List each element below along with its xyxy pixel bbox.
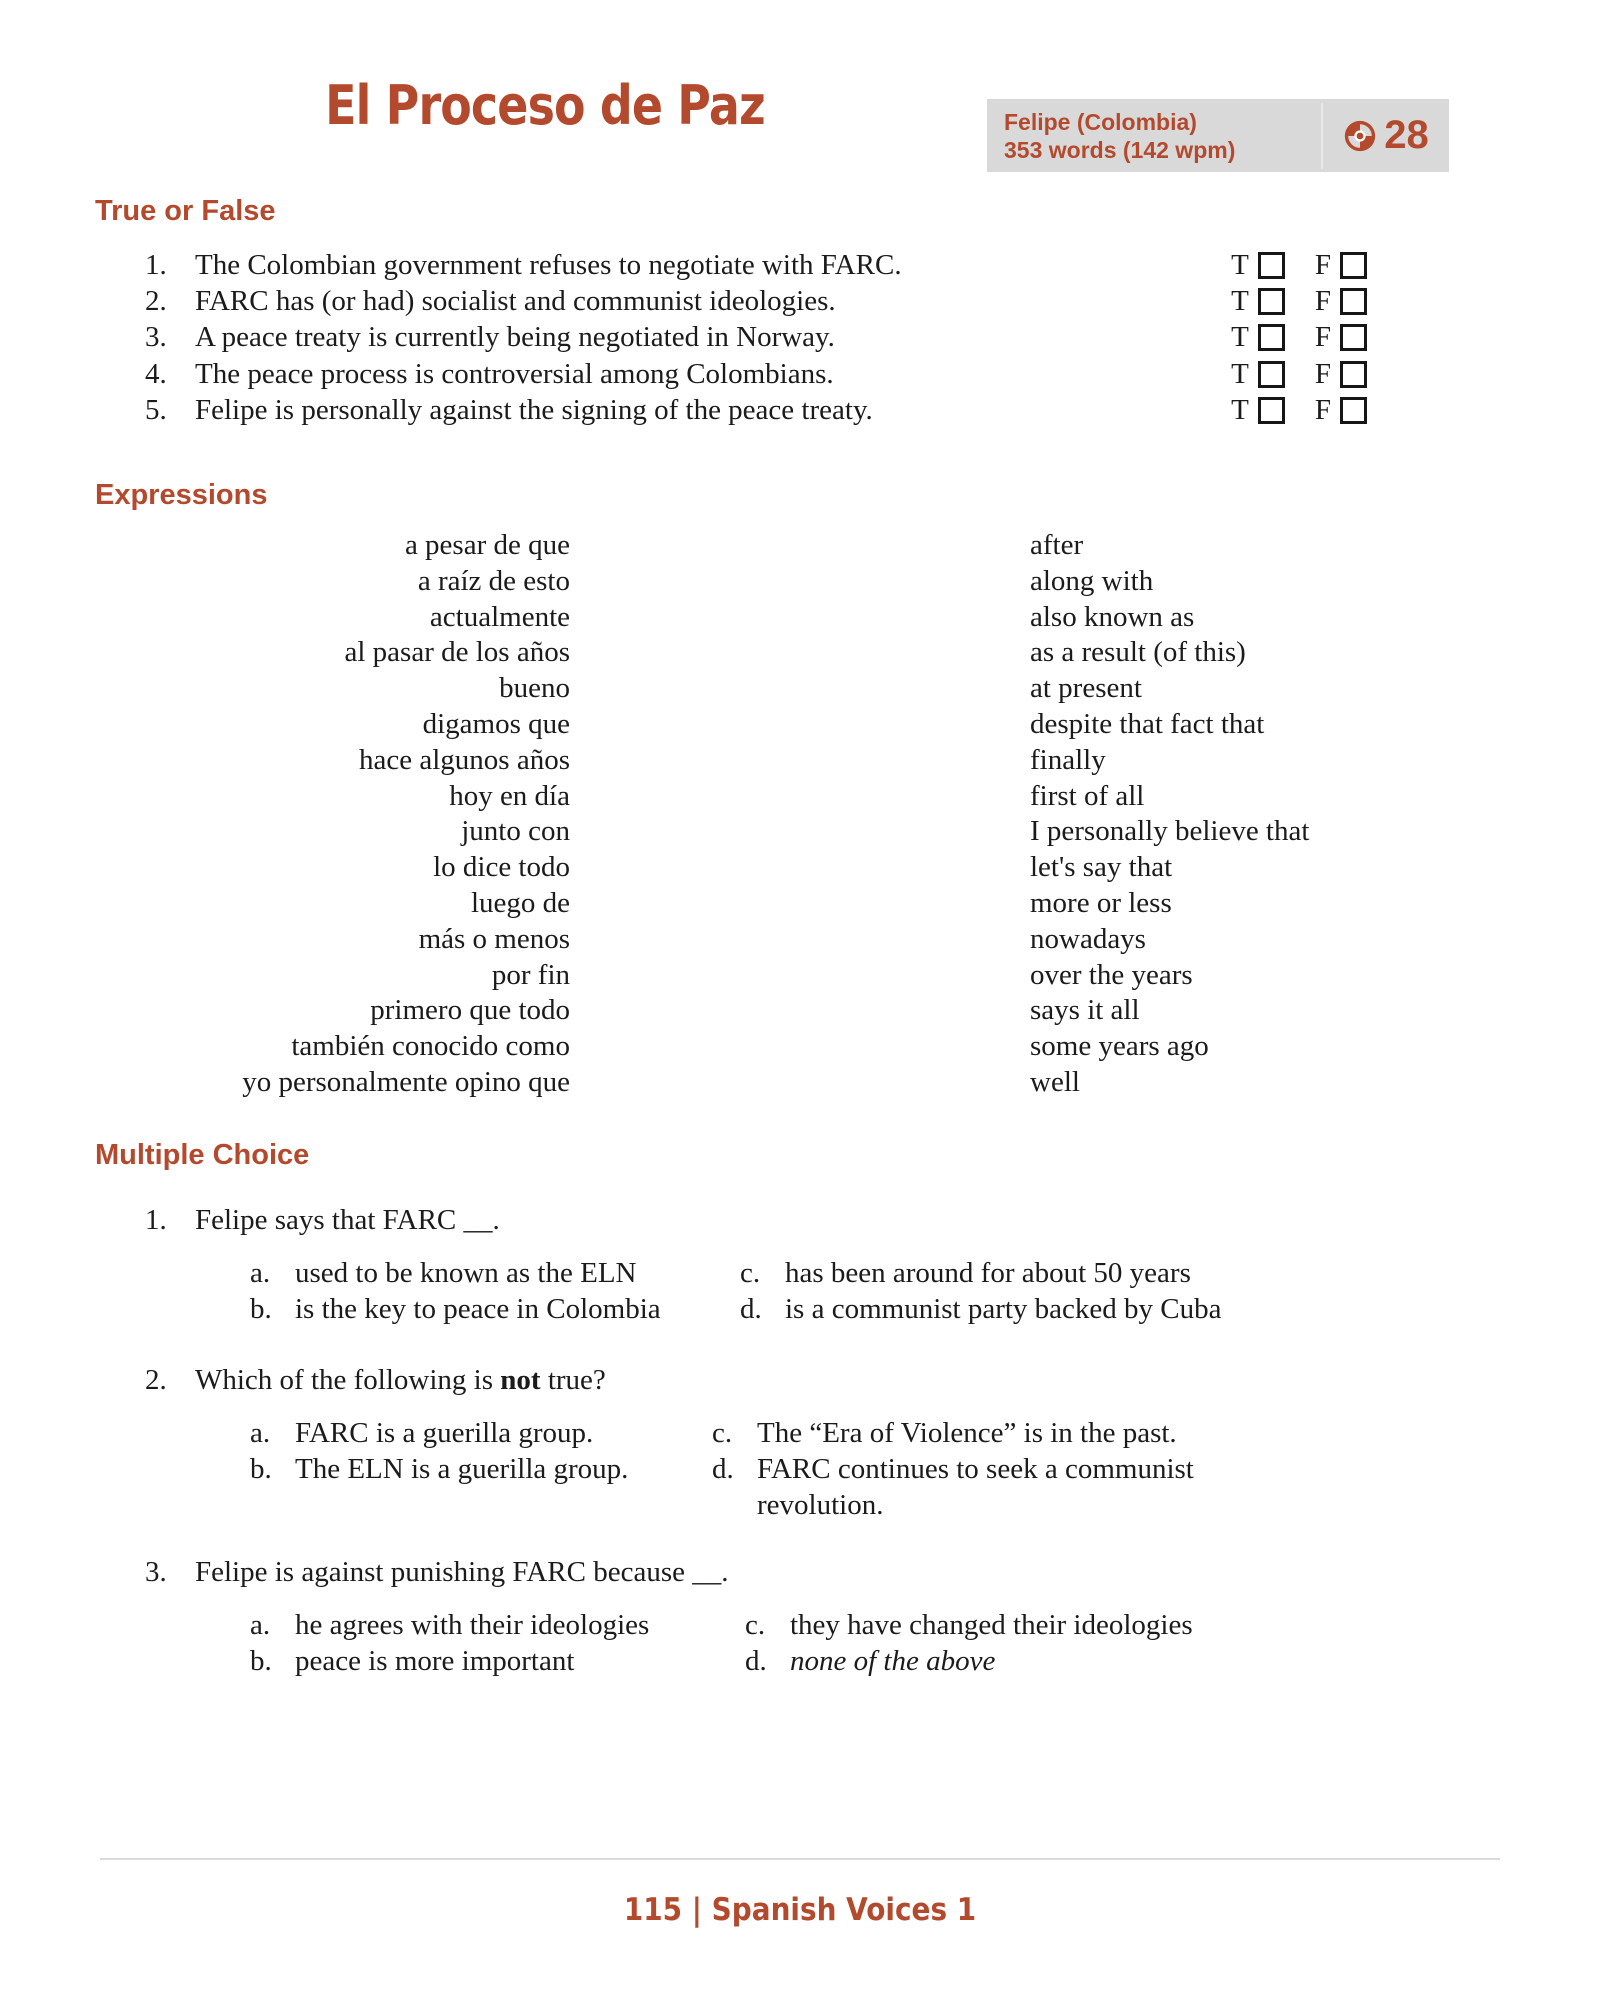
false-label: F: [1314, 357, 1331, 390]
expression-spanish-item: al pasar de los años: [344, 636, 570, 669]
expression-english-item: at present: [1030, 672, 1142, 705]
footer-divider: [100, 1858, 1500, 1860]
expression-spanish-item: a raíz de esto: [417, 564, 570, 597]
expression-spanish-item: luego de: [470, 886, 570, 919]
expression-english-item: says it all: [1030, 994, 1140, 1027]
option-text: is the key to peace in Colombia: [295, 1292, 661, 1325]
option-text: none of the above: [790, 1644, 996, 1677]
answer-option[interactable]: [745, 1607, 1315, 1643]
true-label: T: [1231, 357, 1249, 390]
multiple-choice-question: [145, 1554, 1315, 1679]
option-letter: c.: [712, 1416, 733, 1449]
answer-option[interactable]: [250, 1415, 712, 1451]
answer-options: [250, 1255, 1310, 1328]
expression-spanish-item: bueno: [499, 672, 570, 705]
expression-english-item: over the years: [1030, 958, 1193, 991]
option-text: FARC is a guerilla group.: [295, 1416, 594, 1449]
page-title: El Proceso de Paz: [325, 74, 765, 137]
answer-options: [250, 1415, 1194, 1524]
true-checkbox[interactable]: [1258, 288, 1285, 315]
expression-english-item: I personally believe that: [1030, 815, 1310, 848]
option-letter: b.: [250, 1292, 272, 1325]
option-letter: a.: [250, 1416, 271, 1449]
option-text: has been around for about 50 years: [785, 1256, 1191, 1289]
false-checkbox[interactable]: [1340, 397, 1367, 424]
option-text: The “Era of Violence” is in the past.: [757, 1416, 1177, 1449]
section-heading-true-false: True or False: [95, 195, 276, 227]
true-label: T: [1231, 394, 1249, 427]
option-text: The ELN is a guerilla group.: [295, 1452, 629, 1485]
track-number: 28: [1384, 113, 1429, 157]
question-text: [195, 1554, 729, 1591]
option-text: peace is more important: [295, 1644, 575, 1677]
tf-item-text: Felipe is personally against the signing of the peace treaty.: [195, 394, 873, 427]
tf-controls: [1231, 358, 1367, 391]
false-label: F: [1314, 248, 1331, 281]
answer-option[interactable]: [740, 1255, 1310, 1291]
tf-item-number: 3.: [145, 321, 167, 354]
expression-english-item: after: [1030, 529, 1084, 561]
question-text-before: Which of the following is: [195, 1364, 501, 1396]
true-false-list: [145, 247, 1367, 429]
answer-option[interactable]: [250, 1255, 740, 1291]
question-line: [145, 1554, 1315, 1591]
expression-spanish-item: por fin: [491, 958, 570, 991]
question-number: 1.: [145, 1204, 167, 1236]
tf-item-text: FARC has (or had) socialist and communist ideologies.: [195, 285, 836, 318]
option-text: is a communist party backed by Cuba: [785, 1292, 1222, 1325]
true-label: T: [1231, 285, 1249, 318]
answer-option[interactable]: [250, 1291, 740, 1327]
tf-item-number: 2.: [145, 285, 167, 318]
expressions-spanish-column: [150, 528, 570, 1101]
expression-spanish-item: digamos que: [422, 707, 570, 740]
answer-option[interactable]: [745, 1643, 1315, 1679]
answer-option[interactable]: [712, 1451, 1194, 1524]
option-text: FARC continues to seek a communist revolution.: [757, 1452, 1194, 1522]
question-number: 2.: [145, 1364, 167, 1396]
true-false-row: [145, 393, 1367, 429]
answer-option[interactable]: [250, 1451, 712, 1524]
option-letter: a.: [250, 1608, 271, 1641]
expressions-english-column: [1030, 528, 1510, 1101]
audio-info-text: [987, 108, 1321, 164]
expression-spanish-item: también conocido como: [291, 1030, 570, 1063]
question-text-before: Felipe says that FARC __.: [195, 1204, 500, 1236]
false-label: F: [1314, 321, 1331, 354]
expression-english-item: let's say that: [1030, 851, 1173, 884]
question-text-before: Felipe is against punishing FARC because __.: [195, 1556, 729, 1588]
question-text: [195, 1362, 606, 1399]
question-text-after: true?: [540, 1364, 606, 1396]
tf-controls: [1231, 249, 1367, 282]
option-letter: d.: [712, 1452, 734, 1485]
expression-english-item: finally: [1030, 743, 1106, 776]
disc-icon: [1343, 119, 1377, 153]
expression-spanish-item: junto con: [461, 815, 570, 848]
option-letter: d.: [740, 1292, 762, 1325]
true-false-row: [145, 247, 1367, 283]
expression-english-item: well: [1030, 1065, 1080, 1098]
option-letter: c.: [745, 1608, 766, 1641]
expression-spanish-item: hoy en día: [449, 779, 570, 812]
false-checkbox[interactable]: [1340, 324, 1367, 351]
true-false-row: [145, 356, 1367, 392]
answer-options: [250, 1607, 1315, 1680]
expression-spanish-item: actualmente: [429, 600, 570, 633]
question-line: [145, 1362, 1194, 1399]
expression-spanish-item: primero que todo: [370, 994, 570, 1027]
expression-english-item: some years ago: [1030, 1030, 1209, 1063]
answer-option[interactable]: [250, 1643, 745, 1679]
tf-controls: [1231, 285, 1367, 318]
page-footer: 115 | Spanish Voices 1: [623, 1892, 977, 1928]
tf-item-number: 4.: [145, 357, 167, 390]
true-false-row: [145, 320, 1367, 356]
tf-controls: [1231, 394, 1367, 427]
tf-item-text: A peace treaty is currently being negotiated in Norway.: [195, 321, 835, 354]
expression-english-item: also known as: [1030, 600, 1195, 633]
multiple-choice-question: [145, 1202, 1310, 1327]
true-checkbox[interactable]: [1258, 397, 1285, 424]
tf-controls: [1231, 321, 1367, 354]
expression-spanish-item: más o menos: [418, 922, 570, 955]
true-label: T: [1231, 248, 1249, 281]
expression-spanish-item: yo personalmente opino que: [242, 1065, 570, 1098]
true-false-row: [145, 283, 1367, 319]
expression-english-item: nowadays: [1030, 922, 1146, 955]
tf-item-text: The Colombian government refuses to negotiate with FARC.: [195, 248, 902, 281]
question-line: [145, 1202, 1310, 1239]
false-checkbox[interactable]: [1340, 252, 1367, 279]
true-checkbox[interactable]: [1258, 252, 1285, 279]
answer-option[interactable]: [740, 1291, 1310, 1327]
word-count-stats: 353 words (142 wpm): [1004, 136, 1236, 163]
option-letter: b.: [250, 1452, 272, 1485]
option-text: used to be known as the ELN: [295, 1256, 637, 1289]
option-text: they have changed their ideologies: [790, 1608, 1193, 1641]
question-text-bold: not: [500, 1364, 541, 1396]
true-checkbox[interactable]: [1258, 361, 1285, 388]
tf-item-number: 5.: [145, 394, 167, 427]
section-heading-expressions: Expressions: [95, 479, 268, 511]
tf-item-text: The peace process is controversial among Colombians.: [195, 357, 834, 390]
section-heading-multiple-choice: Multiple Choice: [95, 1139, 310, 1171]
option-letter: d.: [745, 1644, 767, 1677]
false-label: F: [1314, 394, 1331, 427]
expression-spanish-item: a pesar de que: [404, 529, 570, 561]
track-indicator: [1323, 113, 1449, 158]
audio-info-box: [987, 99, 1449, 172]
option-text: he agrees with their ideologies: [295, 1608, 650, 1641]
speaker-name: Felipe (Colombia): [1004, 108, 1197, 135]
expression-english-item: as a result (of this): [1030, 636, 1246, 669]
expression-english-item: first of all: [1030, 779, 1145, 812]
answer-option[interactable]: [712, 1415, 1194, 1451]
true-label: T: [1231, 321, 1249, 354]
expression-spanish-item: lo dice todo: [433, 851, 570, 884]
expression-english-item: along with: [1030, 564, 1154, 597]
expression-english-item: despite that fact that: [1030, 707, 1265, 740]
false-checkbox[interactable]: [1340, 361, 1367, 388]
expression-spanish-item: hace algunos años: [359, 743, 570, 776]
true-checkbox[interactable]: [1258, 324, 1285, 351]
option-letter: c.: [740, 1256, 761, 1289]
answer-option[interactable]: [250, 1607, 745, 1643]
option-letter: a.: [250, 1256, 271, 1289]
tf-item-number: 1.: [145, 248, 167, 281]
question-number: 3.: [145, 1556, 167, 1588]
false-checkbox[interactable]: [1340, 288, 1367, 315]
question-text: [195, 1202, 500, 1239]
option-letter: b.: [250, 1644, 272, 1677]
expression-english-item: more or less: [1030, 886, 1172, 919]
false-label: F: [1314, 285, 1331, 318]
multiple-choice-question: [145, 1362, 1194, 1524]
